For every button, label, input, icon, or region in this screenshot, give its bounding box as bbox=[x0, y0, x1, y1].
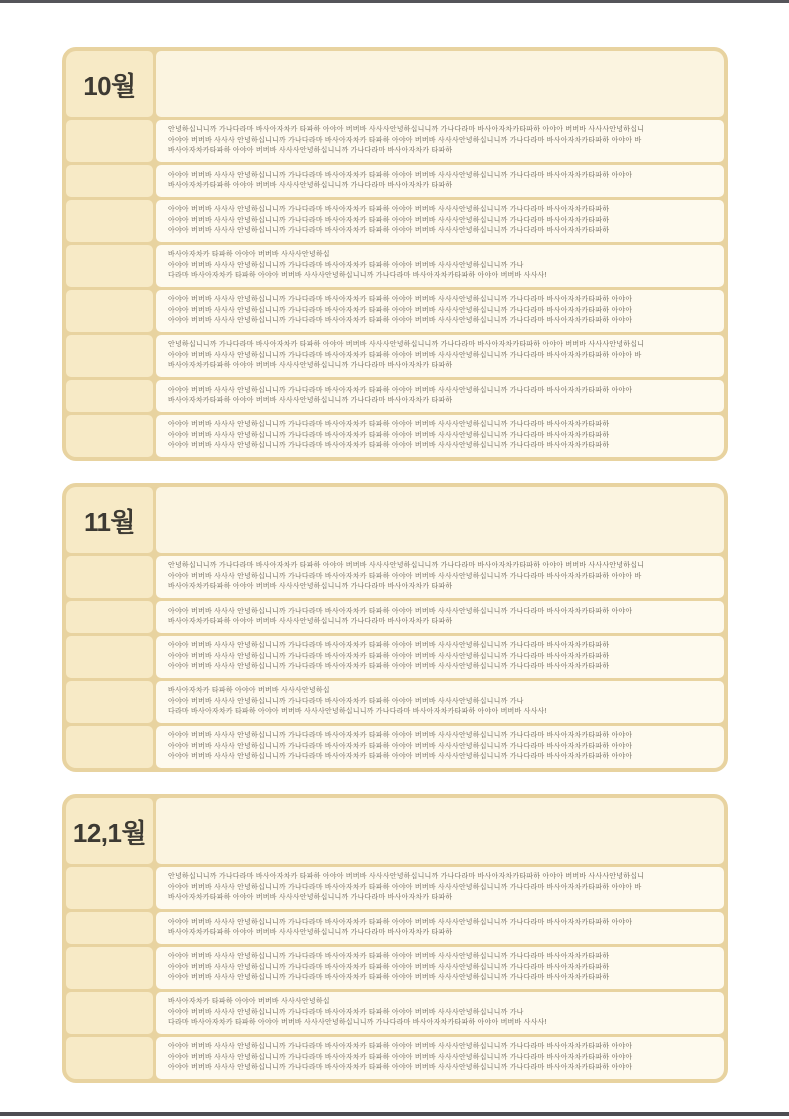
month-header-row bbox=[66, 51, 724, 117]
row-content-cell bbox=[156, 867, 724, 909]
row-text-line: 아야아 버버바 사사사 안녕하십니니까 가나다라마 바사아자차카 타파하 아야아 버버바 사사사안녕하십니니까 가나다라마 바사아자차카타파하 아야아 바 bbox=[168, 572, 642, 580]
table-row bbox=[66, 912, 724, 944]
row-text-line: 아야아 버버바 사사사 안녕하십니니까 가나다라마 바사아자차카 타파하 아야아 버버바 사사사안녕하십니니까 가나 bbox=[168, 697, 524, 705]
month-label: 11월 bbox=[83, 506, 136, 537]
table-row bbox=[66, 245, 724, 287]
month-label-cell bbox=[66, 487, 153, 553]
row-text-line: 아야아 버버바 사사사 안녕하십니니까 가나다라마 바사아자차카 타파하 아야아 버버바 사사사안녕하십니니까 가나다라마 바사아자차카타파하 bbox=[168, 642, 610, 650]
table-row bbox=[66, 947, 724, 989]
row-content-cell bbox=[156, 726, 724, 768]
month-label-cell bbox=[66, 51, 153, 117]
month-header-content-cell bbox=[156, 798, 724, 864]
row-content-cell bbox=[156, 947, 724, 989]
row-text-line: 아야아 버버바 사사사 안녕하십니니까 가나다라마 바사아자차카 타파하 아야아 버버바 사사사안녕하십니니까 가나다라마 바사아자차카타파하 bbox=[168, 216, 610, 224]
table-row bbox=[66, 992, 724, 1034]
row-text-line: 다라마 바사아자차카 타파하 아야아 버버바 사사사안녕하십니니까 가나다라마 바사아자차카타파하 아야아 버버바 사사사! bbox=[168, 272, 547, 280]
month-table bbox=[62, 47, 728, 461]
page-top-rule bbox=[0, 0, 789, 3]
row-text-line: 바사아자차카 타파하 아야아 버버바 사사사안녕하십 bbox=[168, 998, 330, 1006]
row-text-line: 아야아 버버바 사사사 안녕하십니니까 가나다라마 바사아자차카 타파하 아야아 버버바 사사사안녕하십니니까 가나다라마 바사아자차카타파하 bbox=[168, 421, 610, 429]
row-content-cell bbox=[156, 200, 724, 242]
row-content-cell bbox=[156, 165, 724, 197]
row-text-line: 아야아 버버바 사사사 안녕하십니니까 가나다라마 바사아자차카 타파하 아야아 버버바 사사사안녕하십니니까 가나다라마 바사아자차카타파하 아야아 bbox=[168, 317, 633, 325]
table-row bbox=[66, 335, 724, 377]
row-label-cell bbox=[66, 335, 153, 377]
row-content-cell bbox=[156, 681, 724, 723]
month-header-row bbox=[66, 798, 724, 864]
row-text-line: 바사아자차카타파하 아야아 버버바 사사사안녕하십니니까 가나다라마 바사아자차카 타파하 bbox=[168, 182, 453, 189]
row-text-line: 아야아 버버바 사사사 안녕하십니니까 가나다라마 바사아자차카 타파하 아야아 버버바 사사사안녕하십니니까 가나다라마 바사아자차카타파하 아야아 bbox=[168, 1053, 633, 1061]
row-text-line: 다라마 바사아자차카 타파하 아야아 버버바 사사사안녕하십니니까 가나다라마 바사아자차카타파하 아야아 버버바 사사사! bbox=[168, 708, 547, 716]
row-text-line: 아야아 버버바 사사사 안녕하십니니까 가나다라마 바사아자차카 타파하 아야아 버버바 사사사안녕하십니니까 가나다라마 바사아자차카타파하 아야아 bbox=[168, 1043, 633, 1051]
month-header-content-cell bbox=[156, 487, 724, 553]
row-content-cell bbox=[156, 290, 724, 332]
row-label-cell bbox=[66, 1037, 153, 1079]
row-text-line: 아야아 버버바 사사사 안녕하십니니까 가나다라마 바사아자차카 타파하 아야아 버버바 사사사안녕하십니니까 가나다라마 바사아자차카타파하 아야아 bbox=[168, 386, 633, 394]
row-text-line: 아야아 버버바 사사사 안녕하십니니까 가나다라마 바사아자차카 타파하 아야아 버버바 사사사안녕하십니니까 가나다라마 바사아자차카타파하 bbox=[168, 227, 610, 235]
row-text-line: 아야아 버버바 사사사 안녕하십니니까 가나다라마 바사아자차카 타파하 아야아 버버바 사사사안녕하십니니까 가나 bbox=[168, 1008, 524, 1016]
row-label-cell bbox=[66, 120, 153, 162]
row-text-line: 아야아 버버바 사사사 안녕하십니니까 가나다라마 바사아자차카 타파하 아야아 버버바 사사사안녕하십니니까 가나다라마 바사아자차카타파하 아야아 bbox=[168, 732, 633, 740]
row-label-cell bbox=[66, 867, 153, 909]
row-text-line: 안녕하십니니까 가나다라마 바사아자차카 타파하 아야아 버버바 사사사안녕하십니니까 가나다라마 바사아자차카타파하 아야아 버버바 사사사안녕하십니 bbox=[168, 562, 645, 570]
row-label-cell bbox=[66, 992, 153, 1034]
row-text-line: 아야아 버버바 사사사 안녕하십니니까 가나다라마 바사아자차카 타파하 아야아 버버바 사사사안녕하십니니까 가나다라마 바사아자차카타파하 bbox=[168, 974, 610, 982]
row-content-cell bbox=[156, 380, 724, 412]
month-header-content-cell bbox=[156, 51, 724, 117]
month-table bbox=[62, 794, 728, 1083]
month-table bbox=[62, 483, 728, 772]
row-text-line: 아야아 버버바 사사사 안녕하십니니까 가나다라마 바사아자차카 타파하 아야아 버버바 사사사안녕하십니니까 가나다라마 바사아자차카타파하 bbox=[168, 206, 610, 214]
table-row bbox=[66, 290, 724, 332]
table-row bbox=[66, 415, 724, 457]
row-content-cell bbox=[156, 120, 724, 162]
row-content-cell bbox=[156, 601, 724, 633]
table-row bbox=[66, 681, 724, 723]
row-text-line: 아야아 버버바 사사사 안녕하십니니까 가나다라마 바사아자차카 타파하 아야아 버버바 사사사안녕하십니니까 가나다라마 바사아자차카타파하 bbox=[168, 431, 610, 439]
row-label-cell bbox=[66, 681, 153, 723]
row-text-line: 다라마 바사아자차카 타파하 아야아 버버바 사사사안녕하십니니까 가나다라마 바사아자차카타파하 아야아 버버바 사사사! bbox=[168, 1019, 547, 1027]
row-label-cell bbox=[66, 636, 153, 678]
row-text-line: 아야아 버버바 사사사 안녕하십니니까 가나다라마 바사아자차카 타파하 아야아 버버바 사사사안녕하십니니까 가나다라마 바사아자차카타파하 아야아 bbox=[168, 1064, 633, 1072]
table-row bbox=[66, 120, 724, 162]
row-text-line: 바사아자차카타파하 아야아 버버바 사사사안녕하십니니까 가나다라마 바사아자차카 타파하 bbox=[168, 894, 453, 902]
row-text-line: 아야아 버버바 사사사 안녕하십니니까 가나다라마 바사아자차카 타파하 아야아 버버바 사사사안녕하십니니까 가나다라마 바사아자차카타파하 bbox=[168, 652, 610, 660]
row-text-line: 아야아 버버바 사사사 안녕하십니니까 가나다라마 바사아자차카 타파하 아야아 버버바 사사사안녕하십니니까 가나다라마 바사아자차카타파하 아야아 bbox=[168, 306, 633, 314]
table-row bbox=[66, 1037, 724, 1079]
row-text-line: 아야아 버버바 사사사 안녕하십니니까 가나다라마 바사아자차카 타파하 아야아 버버바 사사사안녕하십니니까 가나다라마 바사아자차카타파하 bbox=[168, 963, 610, 971]
row-content-cell bbox=[156, 636, 724, 678]
row-label-cell bbox=[66, 556, 153, 598]
table-row bbox=[66, 380, 724, 412]
row-text-line: 안녕하십니니까 가나다라마 바사아자차카 타파하 아야아 버버바 사사사안녕하십니니까 가나다라마 바사아자차카타파하 아야아 버버바 사사사안녕하십니 bbox=[168, 873, 645, 881]
row-label-cell bbox=[66, 726, 153, 768]
row-label-cell bbox=[66, 601, 153, 633]
page-bottom-rule bbox=[0, 1112, 789, 1116]
row-text-line: 안녕하십니니까 가나다라마 바사아자차카 타파하 아야아 버버바 사사사안녕하십니니까 가나다라마 바사아자차카타파하 아야아 버버바 사사사안녕하십니 bbox=[168, 341, 645, 349]
table-row bbox=[66, 726, 724, 768]
row-text-line: 바사아자차카타파하 아야아 버버바 사사사안녕하십니니까 가나다라마 바사아자차카 타파하 bbox=[168, 583, 453, 591]
row-text-line: 안녕하십니니까 가나다라마 바사아자차카 타파하 아야아 버버바 사사사안녕하십니니까 가나다라마 바사아자차카타파하 아야아 버버바 사사사안녕하십니 bbox=[168, 126, 645, 134]
row-label-cell bbox=[66, 165, 153, 197]
table-row bbox=[66, 165, 724, 197]
row-text-line: 아야아 버버바 사사사 안녕하십니니까 가나다라마 바사아자차카 타파하 아야아 버버바 사사사안녕하십니니까 가나다라마 바사아자차카타파하 아야아 bbox=[168, 296, 633, 304]
row-label-cell bbox=[66, 947, 153, 989]
row-content-cell bbox=[156, 245, 724, 287]
table-row bbox=[66, 867, 724, 909]
row-text-line: 아야아 버버바 사사사 안녕하십니니까 가나다라마 바사아자차카 타파하 아야아 버버바 사사사안녕하십니니까 가나다라마 바사아자차카타파하 아야아 바 bbox=[168, 136, 642, 144]
month-label: 10월 bbox=[83, 70, 136, 101]
row-text-line: 바사아자차카 타파하 아야아 버버바 사사사안녕하십 bbox=[168, 687, 330, 695]
row-text-line: 아야아 버버바 사사사 안녕하십니니까 가나다라마 바사아자차카 타파하 아야아 버버바 사사사안녕하십니니까 가나다라마 바사아자차카타파하 bbox=[168, 663, 610, 671]
row-text-line: 아야아 버버바 사사사 안녕하십니니까 가나다라마 바사아자차카 타파하 아야아 버버바 사사사안녕하십니니까 가나다라마 바사아자차카타파하 아야아 바 bbox=[168, 351, 642, 359]
row-text-line: 아야아 버버바 사사사 안녕하십니니까 가나다라마 바사아자차카 타파하 아야아 버버바 사사사안녕하십니니까 가나다라마 바사아자차카타파하 아야아 bbox=[168, 753, 633, 761]
row-text-line: 아야아 버버바 사사사 안녕하십니니까 가나다라마 바사아자차카 타파하 아야아 버버바 사사사안녕하십니니까 가나다라마 바사아자차카타파하 bbox=[168, 953, 610, 961]
table-row bbox=[66, 636, 724, 678]
row-label-cell bbox=[66, 200, 153, 242]
row-text-line: 아야아 버버바 사사사 안녕하십니니까 가나다라마 바사아자차카 타파하 아야아 버버바 사사사안녕하십니니까 가나다라마 바사아자차카타파하 아야아 바 bbox=[168, 883, 642, 891]
month-header-row bbox=[66, 487, 724, 553]
row-text-line: 바사아자차카타파하 아야아 버버바 사사사안녕하십니니까 가나다라마 바사아자차카 타파하 bbox=[168, 929, 453, 936]
row-text-line: 바사아자차카타파하 아야아 버버바 사사사안녕하십니니까 가나다라마 바사아자차카 타파하 bbox=[168, 618, 453, 625]
table-row bbox=[66, 601, 724, 633]
row-text-line: 아야아 버버바 사사사 안녕하십니니까 가나다라마 바사아자차카 타파하 아야아 버버바 사사사안녕하십니니까 가나다라마 바사아자차카타파하 아야아 bbox=[168, 742, 633, 750]
row-content-cell bbox=[156, 415, 724, 457]
row-label-cell bbox=[66, 912, 153, 944]
row-text-line: 바사아자차카타파하 아야아 버버바 사사사안녕하십니니까 가나다라마 바사아자차카 타파하 bbox=[168, 147, 453, 155]
row-content-cell bbox=[156, 335, 724, 377]
row-text-line: 아야아 버버바 사사사 안녕하십니니까 가나다라마 바사아자차카 타파하 아야아 버버바 사사사안녕하십니니까 가나다라마 바사아자차카타파하 아야아 bbox=[168, 607, 633, 615]
row-content-cell bbox=[156, 912, 724, 944]
row-text-line: 아야아 버버바 사사사 안녕하십니니까 가나다라마 바사아자차카 타파하 아야아 버버바 사사사안녕하십니니까 가나다라마 바사아자차카타파하 bbox=[168, 442, 610, 450]
table-row bbox=[66, 200, 724, 242]
row-label-cell bbox=[66, 380, 153, 412]
row-text-line: 바사아자차카 타파하 아야아 버버바 사사사안녕하십 bbox=[168, 251, 330, 259]
row-content-cell bbox=[156, 992, 724, 1034]
row-label-cell bbox=[66, 290, 153, 332]
row-text-line: 아야아 버버바 사사사 안녕하십니니까 가나다라마 바사아자차카 타파하 아야아 버버바 사사사안녕하십니니까 가나 bbox=[168, 261, 524, 269]
month-label: 12,1월 bbox=[72, 817, 147, 848]
row-content-cell bbox=[156, 1037, 724, 1079]
month-tables bbox=[62, 47, 728, 1105]
row-label-cell bbox=[66, 245, 153, 287]
row-text-line: 아야아 버버바 사사사 안녕하십니니까 가나다라마 바사아자차카 타파하 아야아 버버바 사사사안녕하십니니까 가나다라마 바사아자차카타파하 아야아 bbox=[168, 918, 633, 926]
month-label-cell bbox=[66, 798, 153, 864]
table-row bbox=[66, 556, 724, 598]
row-label-cell bbox=[66, 415, 153, 457]
row-text-line: 아야아 버버바 사사사 안녕하십니니까 가나다라마 바사아자차카 타파하 아야아 버버바 사사사안녕하십니니까 가나다라마 바사아자차카타파하 아야아 bbox=[168, 171, 633, 179]
row-text-line: 바사아자차카타파하 아야아 버버바 사사사안녕하십니니까 가나다라마 바사아자차카 타파하 bbox=[168, 397, 453, 404]
row-text-line: 바사아자차카타파하 아야아 버버바 사사사안녕하십니니까 가나다라마 바사아자차카 타파하 bbox=[168, 362, 453, 370]
row-content-cell bbox=[156, 556, 724, 598]
